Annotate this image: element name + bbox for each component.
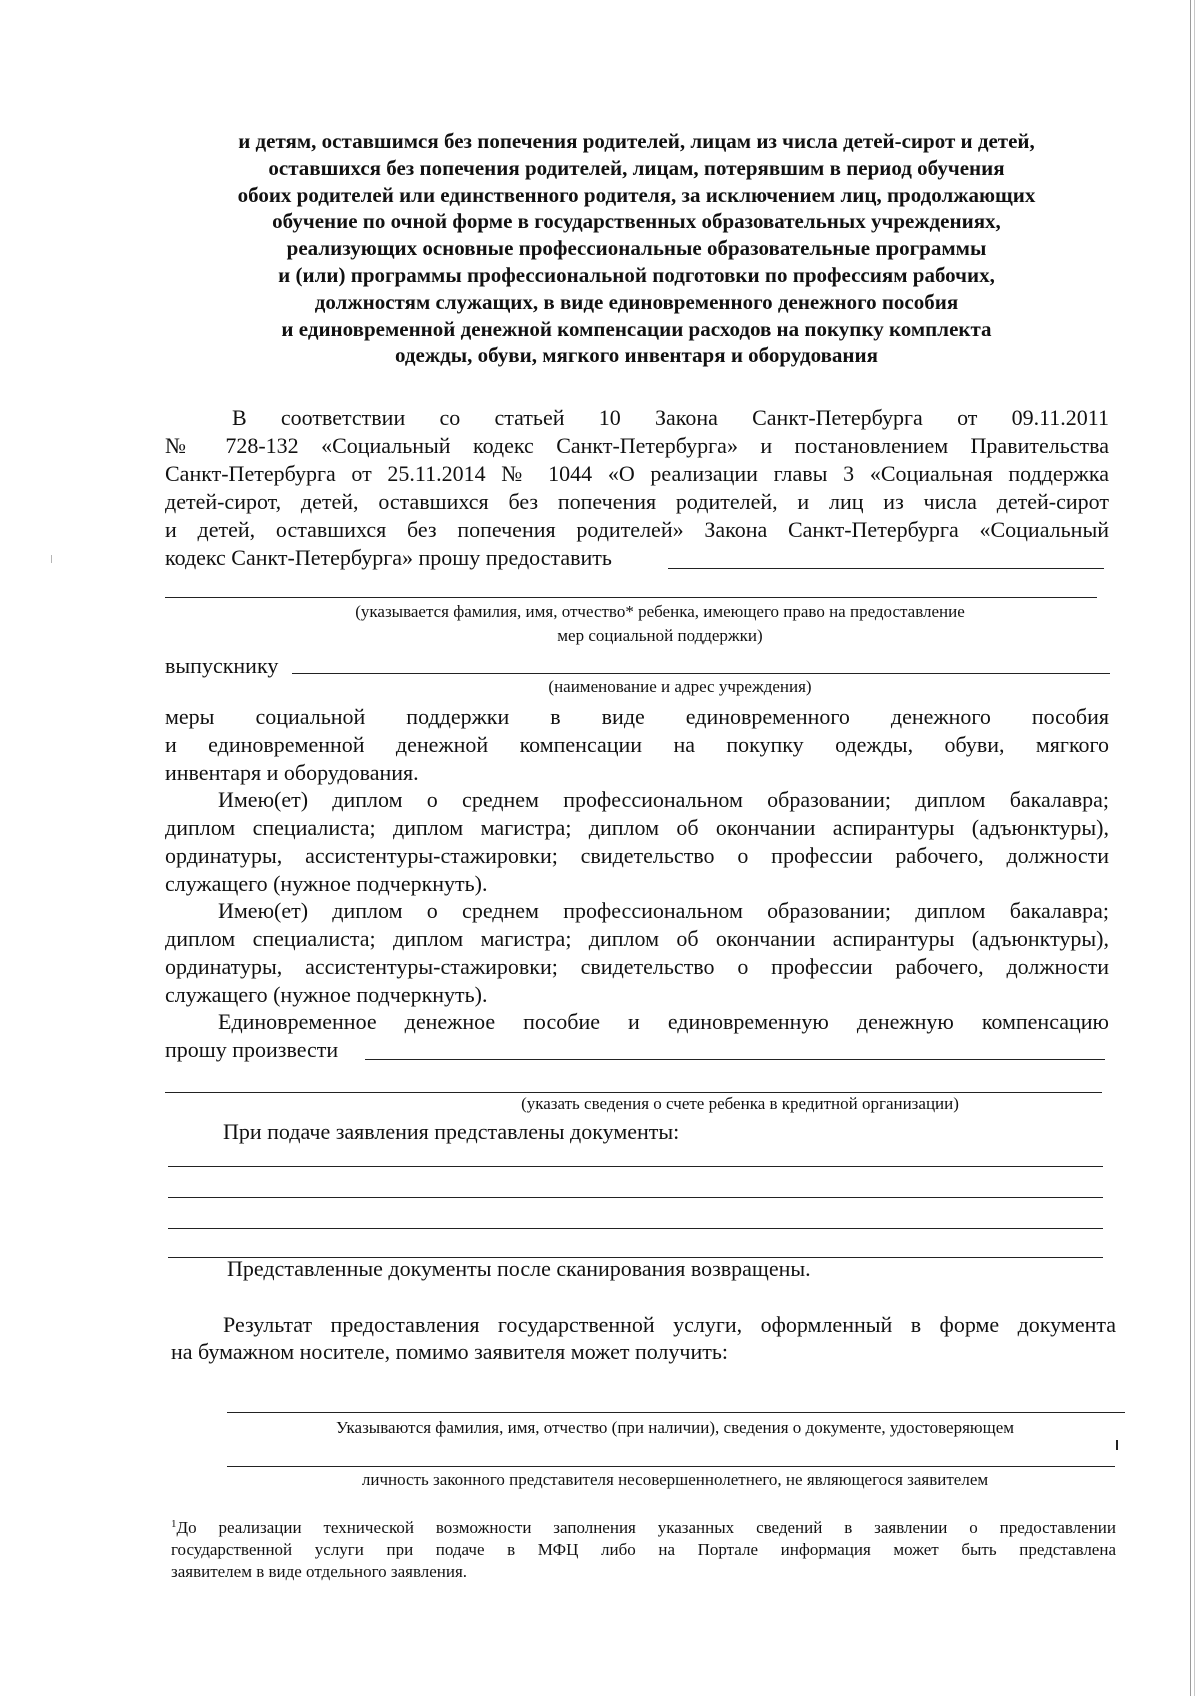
document-title	[150, 128, 1123, 369]
payment-line: прошу произвести	[165, 1037, 339, 1062]
title-line: и единовременной денежной компенсации расходов на покупку комплекта	[281, 316, 992, 341]
intro-line: Санкт-Петербурга от 25.11.2014 № 1044 «О реализации главы 3 «Социальная поддержка	[165, 461, 1109, 486]
scan-edge-line	[1194, 0, 1195, 1696]
scan-artifact	[51, 555, 52, 563]
institution-caption: (наименование и адрес учреждения)	[548, 677, 812, 696]
intro-line: детей-сирот, детей, оставшихся без попечения родителей, и лиц из числа детей-сирот	[165, 489, 1109, 514]
measures-line: и единовременной денежной компенсации на покупку одежды, обуви, мягкого	[165, 732, 1109, 757]
diploma-line: служащего (нужное подчеркнуть).	[165, 871, 488, 896]
diploma-line: диплом специалиста; диплом магистра; диплом об окончании аспирантуры (адъюнктуры),	[165, 815, 1109, 840]
representative-field-line	[227, 1466, 1115, 1467]
intro-line: № 728-132 «Социальный кодекс Санкт-Петербурга» и постановлением Правительства	[165, 433, 1109, 458]
footnote-line: заявителем в виде отдельного заявления.	[171, 1562, 468, 1581]
title-line: должностям служащих, в виде единовременного денежного пособия	[314, 289, 959, 314]
documents-label: При подаче заявления представлены документы:	[223, 1119, 680, 1144]
footnote	[171, 1517, 1116, 1583]
footnote-line	[171, 1517, 1116, 1539]
documents-field-line	[168, 1166, 1103, 1167]
title-line: оставшихся без попечения родителей, лицам, потерявшим в период обучения	[268, 155, 1005, 180]
representative-caption: личность законного представителя несовершеннолетнего, не являющегося заявителем	[361, 1470, 989, 1489]
diploma-line: Имею(ет) диплом о среднем профессиональном образовании; диплом бакалавра;	[218, 898, 1109, 923]
title-line: одежды, обуви, мягкого инвентаря и оборудования	[395, 343, 878, 368]
diploma-line: Имею(ет) диплом о среднем профессиональном образовании; диплом бакалавра;	[218, 787, 1109, 812]
intro-line: кодекс Санкт-Петербурга» прошу предоставить	[165, 545, 612, 570]
title-line: реализующих основные профессиональные образовательные программы	[286, 236, 987, 261]
representative-field-line	[227, 1412, 1125, 1413]
intro-line: В соответствии со статьей 10 Закона Санкт-Петербурга от 09.11.2011	[232, 405, 1109, 430]
payment-line: Единовременное денежное пособие и единовременную денежную компенсацию	[218, 1009, 1109, 1034]
graduate-label: выпускнику	[165, 653, 279, 678]
documents-field-line	[168, 1228, 1103, 1229]
footnote-marker: 1	[171, 1518, 177, 1530]
footnote-line: государственной услуги при подаче в МФЦ либо на Портале информация может быть представлена	[171, 1540, 1116, 1559]
title-line: и детям, оставшимся без попечения родителей, лицам из числа детей-сирот и детей,	[238, 129, 1035, 153]
footnote-text: До реализации технической возможности заполнения указанных сведений в заявлении о предоставлении	[176, 1518, 1116, 1537]
account-caption: (указать сведения о счете ребенка в кредитной организации)	[521, 1094, 959, 1113]
child-name-field-line	[165, 597, 1097, 598]
title-line: и (или) программы профессиональной подготовки по профессиям рабочих,	[278, 262, 995, 287]
account-field-line	[365, 1059, 1105, 1060]
scan-artifact	[1116, 1440, 1118, 1450]
child-name-field-line	[668, 568, 1104, 569]
measures-line: инвентаря и оборудования.	[165, 760, 419, 785]
diploma-line: диплом специалиста; диплом магистра; диплом об окончании аспирантуры (адъюнктуры),	[165, 926, 1109, 951]
representative-caption: Указываются фамилия, имя, отчество (при наличии), сведения о документе, удостоверяющем	[336, 1418, 1014, 1437]
title-line: обучение по очной форме в государственных образовательных учреждениях,	[272, 209, 1001, 234]
scan-edge-line	[1190, 0, 1191, 1696]
diploma-line: служащего (нужное подчеркнуть).	[165, 982, 488, 1007]
institution-field-line	[292, 673, 1110, 674]
title-line: обоих родителей или единственного родителя, за исключением лиц, продолжающих	[237, 182, 1036, 207]
diploma-line: ординатуры, ассистентуры-стажировки; свидетельство о профессии рабочего, должности	[165, 954, 1109, 979]
child-caption: мер социальной поддержки)	[557, 626, 763, 645]
measures-line: меры социальной поддержки в виде единовременного денежного пособия	[165, 704, 1109, 729]
diploma-line: ординатуры, ассистентуры-стажировки; свидетельство о профессии рабочего, должности	[165, 843, 1109, 868]
documents-field-line	[168, 1197, 1103, 1198]
result-line: на бумажном носителе, помимо заявителя может получить:	[171, 1339, 729, 1364]
returned-text: Представленные документы после сканирования возвращены.	[227, 1256, 811, 1281]
child-caption: (указывается фамилия, имя, отчество* ребенка, имеющего право на предоставление	[355, 602, 965, 621]
result-line: Результат предоставления государственной услуги, оформленный в форме документа	[223, 1312, 1116, 1337]
intro-line: и детей, оставшихся без попечения родителей» Закона Санкт-Петербурга «Социальный	[165, 517, 1109, 542]
